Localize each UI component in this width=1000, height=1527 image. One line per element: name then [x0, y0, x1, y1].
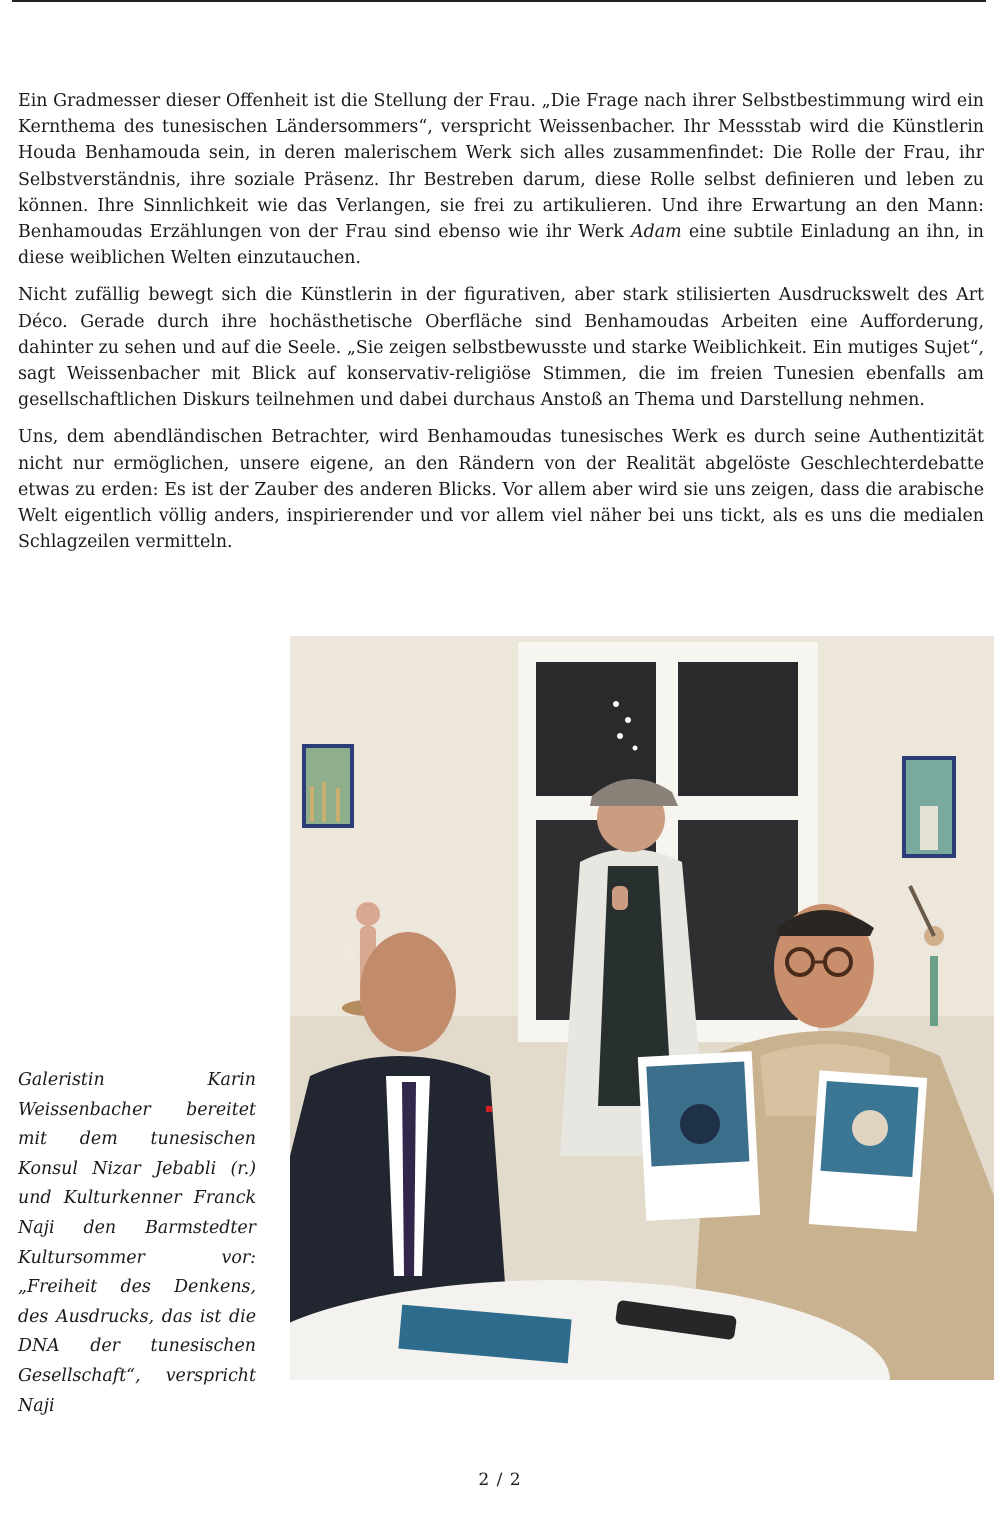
photo-caption: Galeristin Karin Weissenbacher bereitet mit dem tunesischen Konsul Nizar Jebabli (r.) und Kulturkenner Franck Naji den Barmstedter Kultursommer vor: „Freiheit des Denkens, des Ausdrucks, das ist die DNA der tunesischen Gesellschaft“, verspricht Naji: [18, 1070, 256, 1416]
article-paragraph-1: [18, 88, 984, 271]
top-rule: [12, 0, 986, 2]
article-paragraph-2: Nicht zufällig bewegt sich die Künstlerin in der figurativen, aber stark stilisierten Ausdruckswelt des Art Déco. Gerade durch ihre hochästhetische Oberfläche sind Benhamoudas Arbeiten eine Aufforderung, dahinter zu sehen und auf die Seele. „Sie zeigen selbstbewusste und starke Weiblichkeit. Ein mutiges Sujet“, sagt Weissenbacher mit Blick auf konservativ-religiöse Stimmen, die im freien Tunesien ebenfalls am gesellschaftlichen Diskurs teilnehmen und dabei durchaus Anstoß an Thema und Darstellung nehmen.: [18, 285, 984, 411]
paragraph-text: Ein Gradmesser dieser Offenheit ist die Stellung der Frau. „Die Frage nach ihrer Selbstbestimmung wird ein Kernthema des tunesischen Ländersommers“, verspricht Weissenbacher. Ihr Messstab wird die Künstlerin Houda Benhamouda sein, in deren malerischem Werk sich alles zusammenfindet: Die Rolle der Frau, ihr Selbstverständnis, ihre soziale Präsenz. Ihr Bestreben darum, diese Rolle selbst definieren und leben zu können. Ihre Sinnlichkeit wie das Verlangen, sie frei zu artikulieren. Und ihre Erwartung an den Mann: Benhamoudas Erzählungen von der Frau sind ebenso wie ihr Werk: [18, 91, 984, 243]
held-artwork-print-right: [809, 1070, 927, 1231]
artwork-title: Adam: [631, 222, 682, 243]
held-artwork-print-left: [638, 1051, 760, 1221]
page-number: 2 / 2: [478, 1470, 522, 1490]
article-body: [18, 88, 984, 566]
gallery-photo: [290, 636, 994, 1380]
wall-painting-right: [902, 756, 956, 858]
wall-painting-left: [302, 744, 354, 828]
paragraph-tail: eine subtile Einladung an ihn, in diese weiblichen Welten einzutauchen.: [18, 222, 985, 269]
gallery-photo-illustration: [290, 636, 994, 1380]
article-paragraph-3: Uns, dem abendländischen Betrachter, wird Benhamoudas tunesisches Werk es durch seine Authentizität nicht nur ermöglichen, unsere eigene, an den Rändern von der Realität abgelöste Geschlechterdebatte etwas zu erden: Es ist der Zauber des anderen Blicks. Vor allem aber wird sie uns zeigen, dass die arabische Welt eigentlich völlig anders, inspirierender und vor allem viel näher bei uns tickt, als es uns die medialen Schlagzeilen vermitteln.: [18, 427, 984, 553]
